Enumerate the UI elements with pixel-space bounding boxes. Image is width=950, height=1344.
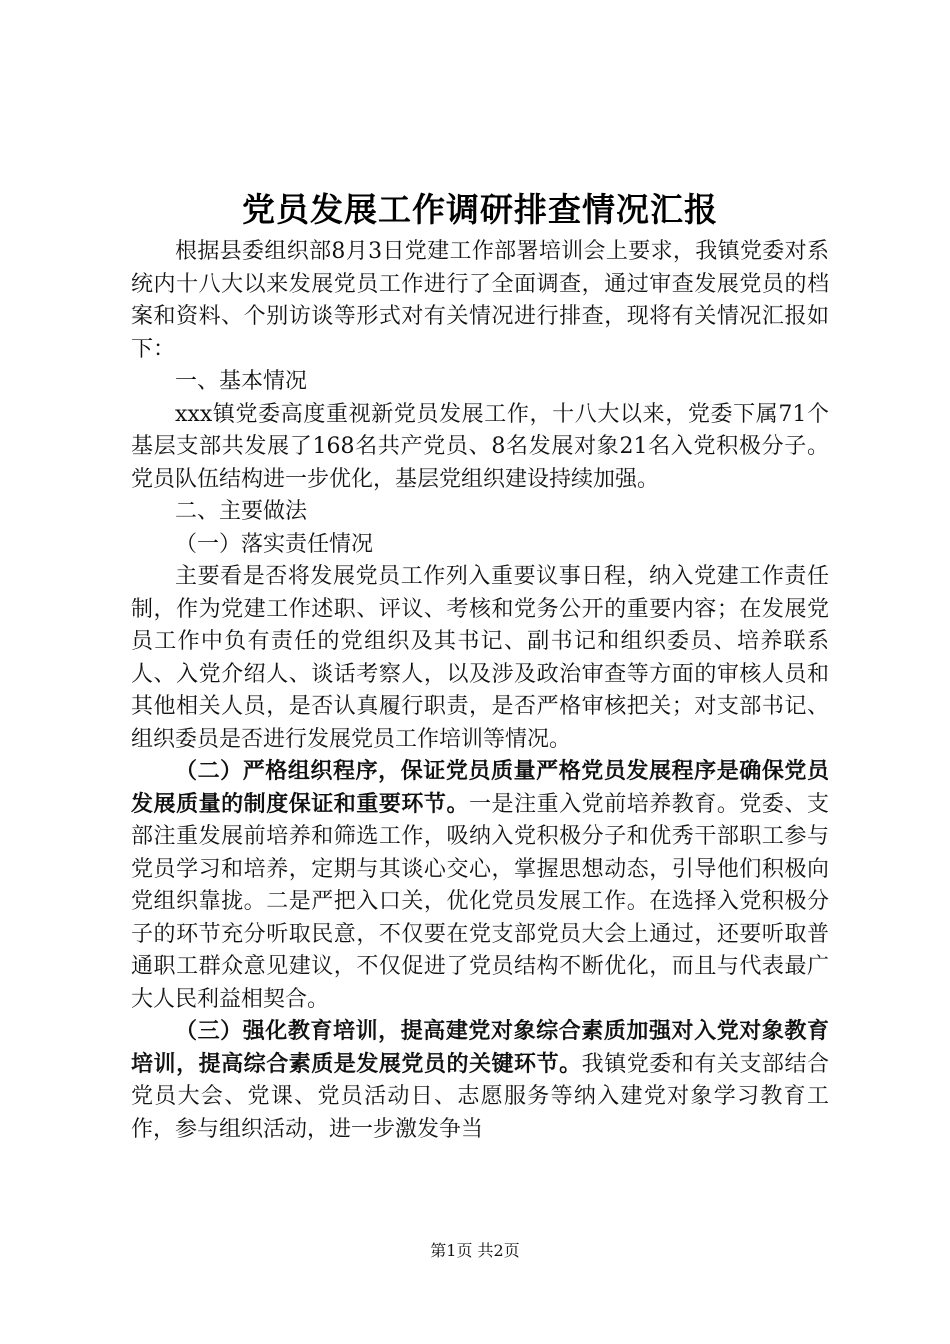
subsection-heading-procedure: （二）严格组织程序，保证党员质量严格党员发展程序是确保党员发展质量的制度保证和重要环节。 xyxy=(131,759,829,817)
subsection-body-responsibility: 主要看是否将发展党员工作列入重要议事日程，纳入党建工作责任制，作为党建工作述职、评议、考核和党务公开的重要内容；在发展党员工作中负有责任的党组织及其书记、副书记和组织委员、培养联系人、入党介绍人、谈话考察人，以及涉及政治审查等方面的审核人员和其他相关人员，是否认真履行职责，是否严格审核把关；对支部书记、组织委员是否进行发展党员工作培训等情况。 xyxy=(131,564,829,752)
subsection-training-paragraph xyxy=(131,1016,829,1146)
subsection-heading-training: （三）强化教育培训，提高建党对象综合素质加强对入党对象教育培训，提高综合素质是发展党员的关键环节。 xyxy=(131,1019,829,1077)
document-title: 党员发展工作调研排查情况汇报 xyxy=(242,190,718,229)
section-heading-basic: 一、基本情况 xyxy=(175,369,308,394)
subsection-heading-responsibility: （一）落实责任情况 xyxy=(175,531,374,557)
page-footer: 第1页 共2页 xyxy=(430,1241,520,1260)
document-body xyxy=(131,184,829,1146)
section-body-basic: xxx镇党委高度重视新党员发展工作，十八大以来，党委下属71个基层支部共发展了168名共产党员、8名发展对象21名入党积极分子。党员队伍结构进一步优化，基层党组织建设持续加强。 xyxy=(131,401,829,492)
subsection-body-procedure: 一是注重入党前培养教育。党委、支部注重发展前培养和筛选工作，吸纳入党积极分子和优秀干部职工参与党员学习和培养，定期与其谈心交心，掌握思想动态，引导他们积极向党组织靠拢。二是严把入口关，优化党员发展工作。在选择入党积极分子的环节充分听取民意，不仅要在党支部党员大会上通过，还要听取普通职工群众意见建议，不仅促进了党员结构不断优化，而且与代表最广大人民利益相契合。 xyxy=(131,791,829,1012)
intro-paragraph: 根据县委组织部8月3日党建工作部署培训会上要求，我镇党委对系统内十八大以来发展党员工作进行了全面调查，通过审查发展党员的档案和资料、个别访谈等形式对有关情况进行排查，现将有关情况汇报如下： xyxy=(131,239,829,362)
subsection-body-training: 我镇党委和有关支部结合党员大会、党课、党员活动日、志愿服务等纳入建党对象学习教育工作，参与组织活动，进一步激发争当 xyxy=(131,1051,829,1142)
subsection-procedure-paragraph xyxy=(131,756,829,1016)
section-heading-methods: 二、主要做法 xyxy=(175,499,308,524)
